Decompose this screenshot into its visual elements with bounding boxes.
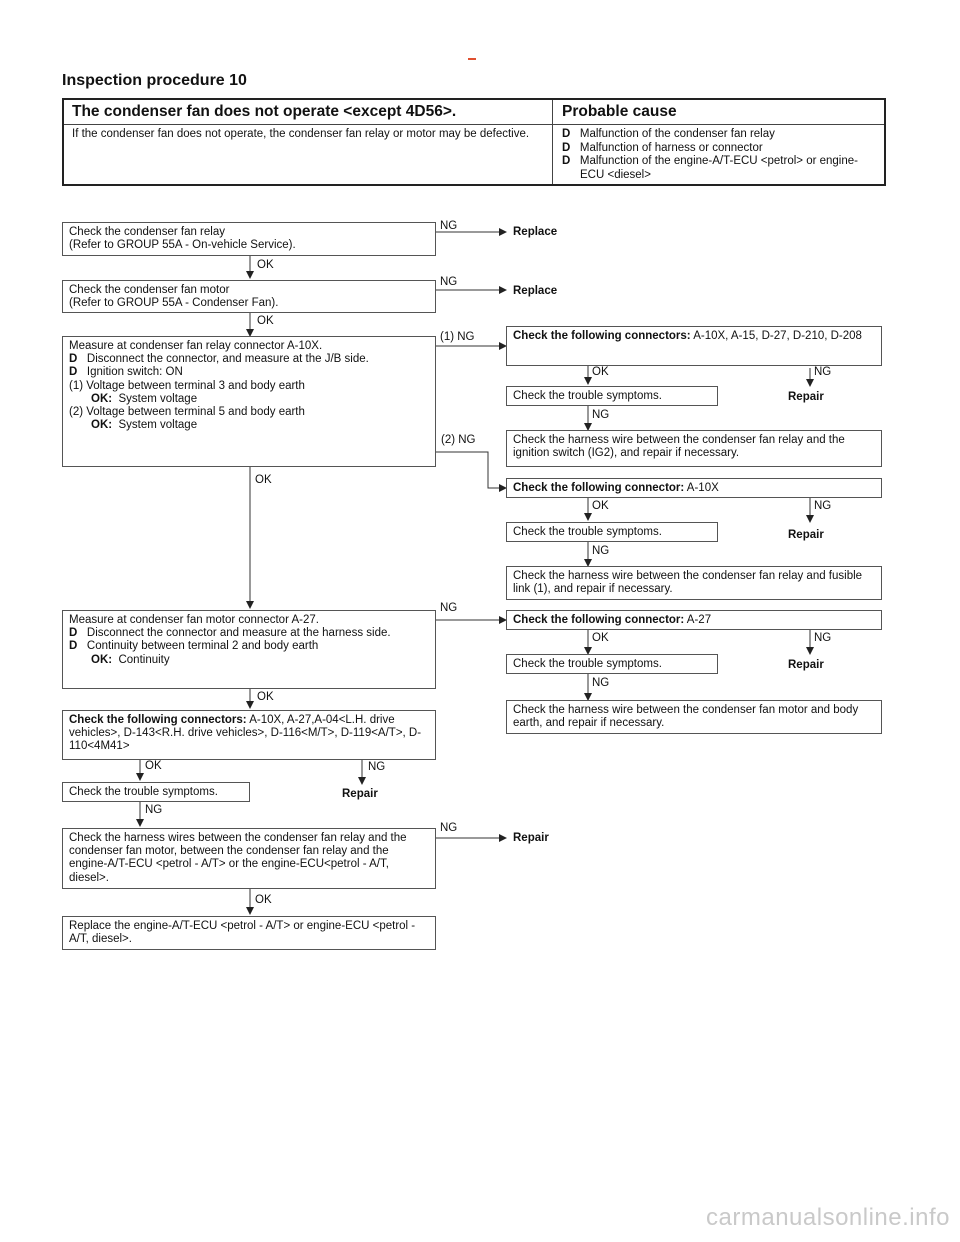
ok-label: OK — [257, 691, 274, 703]
replace-result: Replace — [513, 226, 558, 238]
bullet-text: Continuity between terminal 2 and body earth — [86, 640, 319, 653]
harness-fusible-box — [506, 566, 882, 600]
ok-label: OK — [255, 474, 272, 486]
replace-result: Replace — [513, 285, 558, 297]
measure-relay-bullet-2 — [69, 366, 429, 379]
bullet-mark: D — [69, 353, 78, 366]
harness-text: Check the harness wires between the condenser fan relay and the condenser fan motor, between the condenser fan relay and the engine-A/T-ECU <petrol - A/T> or the engine-ECU<petrol - A/T, diesel>. — [69, 832, 407, 884]
connector-list: A-10X, A-27,A-04<L.H. drive vehicles>, D-143<R.H. drive vehicles>, D-116<M/T>, D-119<A/T>, D-110<4M41> — [69, 714, 422, 753]
connector-list: A-27 — [686, 614, 712, 626]
symptom-description: If the condenser fan does not operate, the condenser fan relay or motor may be defective. — [72, 128, 530, 140]
bullet-text: Ignition switch: ON — [86, 366, 183, 379]
ok-label: OK: — [91, 392, 113, 405]
ok-label: OK — [592, 632, 609, 644]
ng-label: NG — [814, 500, 832, 512]
connector-check-c-box — [506, 610, 882, 630]
relay-check-line1: Check the condenser fan relay — [69, 226, 225, 238]
measure-motor-ok — [69, 654, 429, 667]
harness-ig2-box — [506, 430, 882, 467]
symptom-heading: The condenser fan does not operate <except 4D56>. — [72, 103, 457, 120]
trouble-symptoms-2-box — [506, 522, 718, 542]
ng-label: NG — [440, 276, 458, 288]
ng-label: NG — [814, 366, 832, 378]
measure-relay-n1: (1) Voltage between terminal 3 and body earth — [69, 379, 305, 392]
ok-label: OK — [257, 315, 274, 327]
connector-check-b-box — [506, 478, 882, 498]
ng-label: NG — [592, 409, 610, 421]
connector-check-heading: Check the following connector: — [513, 614, 685, 626]
harness-ecu-box — [62, 828, 436, 889]
ok-label: OK: — [91, 653, 113, 666]
trouble-symptoms-1-box — [506, 386, 718, 406]
trouble-text: Check the trouble symptoms. — [513, 658, 662, 670]
motor-check-line2: (Refer to GROUP 55A - Condenser Fan). — [69, 297, 279, 310]
repair-result: Repair — [788, 391, 824, 403]
measure-relay-n2: (2) Voltage between terminal 5 and body earth — [69, 406, 305, 419]
bullet-mark: D — [562, 128, 571, 140]
ok-label: OK — [255, 894, 272, 906]
repair-result: Repair — [342, 788, 378, 800]
bullet-text: Disconnect the connector, and measure at the J/B side. — [86, 353, 369, 366]
ng-label: NG — [368, 761, 386, 773]
trouble-text: Check the trouble symptoms. — [69, 786, 218, 798]
bullet-mark: D — [69, 640, 78, 653]
measure-relay-bullet-1 — [69, 353, 429, 366]
trouble-symptoms-4-box — [62, 782, 250, 802]
measure-relay-box — [62, 336, 436, 467]
connector-check-heading: Check the following connectors: — [513, 330, 691, 342]
ok-value: System voltage — [118, 419, 198, 432]
measure-relay-n2-ok — [69, 419, 429, 432]
measure-motor-bullet-2 — [69, 640, 429, 653]
cause-text: Malfunction of the engine-A/T-ECU <petrol> or engine-ECU <diesel> — [579, 155, 858, 181]
measure-relay-n1-ok — [69, 393, 429, 406]
repair-result: Repair — [513, 832, 549, 844]
cause-text: Malfunction of harness or connector — [579, 141, 763, 154]
repair-result: Repair — [788, 659, 824, 671]
harness-text: Check the harness wire between the condenser fan relay and fusible link (1), and repair if necessary. — [513, 570, 863, 596]
measure-relay-line1: Measure at condenser fan relay connector A-10X. — [69, 340, 323, 352]
bullet-mark: D — [69, 627, 78, 640]
motor-check-box — [62, 280, 436, 313]
ng-label: NG — [592, 545, 610, 557]
page-title: Inspection procedure 10 — [62, 72, 247, 89]
replace-ecu-box — [62, 916, 436, 950]
connector-list: A-10X, A-15, D-27, D-210, D-208 — [693, 330, 862, 342]
connector-list: A-10X — [686, 482, 719, 494]
ok-label: OK — [257, 259, 274, 271]
harness-text: Check the harness wire between the condenser fan relay and the ignition switch (IG2), and repair if necessary. — [513, 434, 845, 460]
ng-label: NG — [440, 822, 458, 834]
bullet-text: Disconnect the connector and measure at the harness side. — [86, 627, 391, 640]
measure-motor-line1: Measure at condenser fan motor connector A-27. — [69, 614, 319, 626]
ng-label: NG — [440, 220, 458, 232]
replace-text: Replace the engine-A/T-ECU <petrol - A/T> or engine-ECU <petrol - A/T, diesel>. — [69, 920, 416, 946]
bullet-mark: D — [69, 366, 78, 379]
ok-label: OK: — [91, 419, 113, 432]
connector-check-heading: Check the following connectors: — [69, 714, 247, 726]
probable-cause-heading: Probable cause — [562, 103, 677, 120]
connector-check-d-box — [62, 710, 436, 760]
watermark: carmanualsonline.info — [706, 1204, 950, 1231]
relay-check-box — [62, 222, 436, 256]
ng-label: NG — [145, 804, 163, 816]
harness-motor-box — [506, 700, 882, 734]
trouble-text: Check the trouble symptoms. — [513, 526, 662, 538]
ng-label: NG — [592, 677, 610, 689]
connector-check-heading: Check the following connector: — [513, 482, 685, 494]
ng-label: NG — [814, 632, 832, 644]
ng2-label: (2) NG — [441, 434, 476, 446]
ng1-label: (1) NG — [440, 331, 475, 343]
harness-text: Check the harness wire between the condenser fan motor and body earth, and repair if necessary. — [513, 704, 859, 730]
ok-label: OK — [592, 500, 609, 512]
ok-value: Continuity — [118, 653, 170, 666]
ng-label: NG — [440, 602, 458, 614]
measure-motor-bullet-1 — [69, 627, 429, 640]
repair-result: Repair — [788, 529, 824, 541]
measure-motor-box — [62, 610, 436, 689]
ok-label: OK — [145, 760, 162, 772]
relay-check-line2: (Refer to GROUP 55A - On-vehicle Service). — [69, 239, 296, 252]
bullet-mark: D — [562, 155, 571, 167]
arrow-ng2 — [436, 452, 506, 488]
ok-label: OK — [592, 366, 609, 378]
trouble-text: Check the trouble symptoms. — [513, 390, 662, 402]
cause-text: Malfunction of the condenser fan relay — [579, 128, 775, 140]
connector-check-a-box — [506, 326, 882, 366]
ok-value: System voltage — [118, 392, 198, 405]
bullet-mark: D — [562, 141, 571, 154]
motor-check-line1: Check the condenser fan motor — [69, 284, 230, 296]
trouble-symptoms-3-box — [506, 654, 718, 674]
